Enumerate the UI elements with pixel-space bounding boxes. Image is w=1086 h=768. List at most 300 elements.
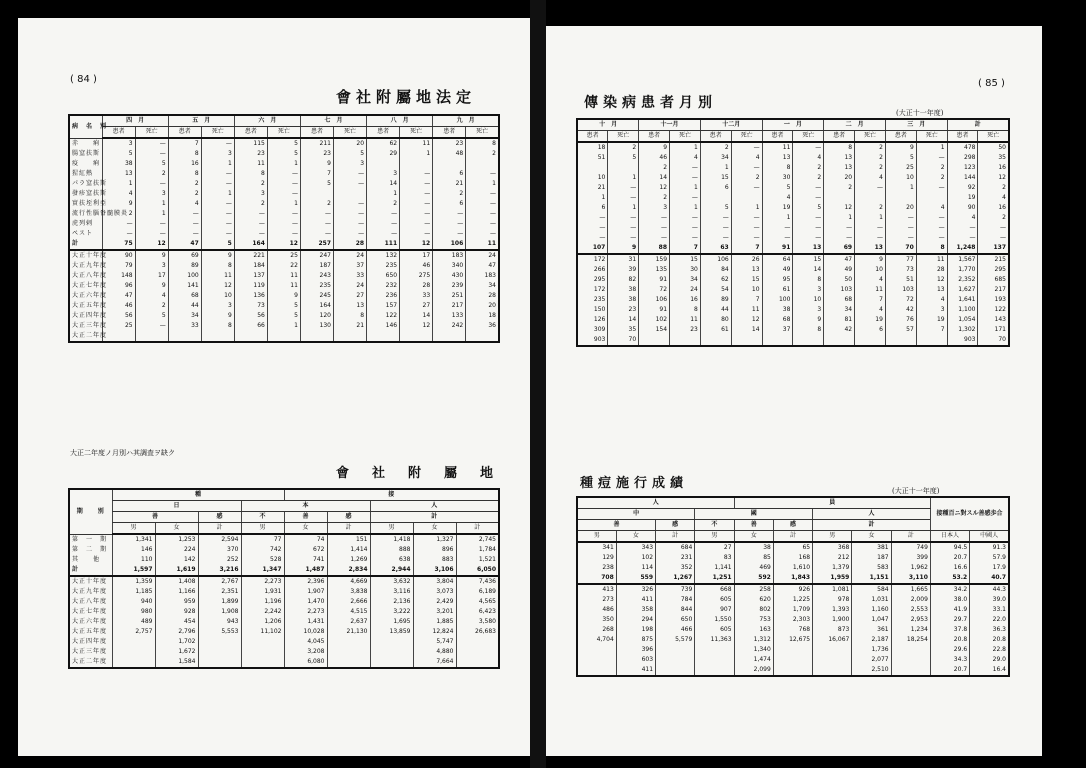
table-cell: 1,962 — [891, 563, 930, 573]
table-cell: — — [885, 223, 916, 233]
table-cell: 4 — [855, 305, 886, 315]
table-cell: 4 — [855, 173, 886, 183]
table-row — [69, 607, 499, 617]
table-cell: 2,796 — [155, 627, 198, 637]
table-cell: 620 — [734, 595, 773, 605]
table-cell — [433, 331, 466, 342]
table-cell: — — [300, 209, 333, 219]
table-cell: 11 — [670, 315, 701, 325]
table-cell: 69 — [168, 250, 201, 261]
table-cell: 9 — [300, 159, 333, 169]
table-cell: 64 — [762, 254, 793, 265]
table-cell: 25 — [102, 321, 135, 331]
table-cell: 2,009 — [891, 595, 930, 605]
month-header: 三 月 — [885, 119, 947, 131]
table-cell — [300, 189, 333, 199]
table-row — [69, 301, 499, 311]
table-cell — [198, 657, 241, 668]
table-cell: 33 — [400, 291, 433, 301]
table-cell: — — [201, 199, 234, 209]
row-label: 大正七年度 — [69, 281, 102, 291]
table-cell: 9 — [855, 254, 886, 265]
header-group: 人 — [577, 497, 734, 509]
table-cell: 12 — [400, 239, 433, 250]
table-cell — [773, 665, 812, 676]
table-cell: 110 — [112, 555, 155, 565]
table-cell: — — [978, 223, 1009, 233]
table-cell: 172 — [577, 285, 608, 295]
table-cell: 7 — [731, 243, 762, 254]
header-group: 感 — [773, 520, 812, 531]
subheader: 計 — [198, 523, 241, 535]
table-cell: 82 — [608, 275, 639, 285]
subheader: 患者 — [168, 127, 201, 139]
table-cell — [466, 159, 499, 169]
table-cell: 8 — [201, 261, 234, 271]
table-cell: 5 — [608, 153, 639, 163]
table-cell: — — [577, 223, 608, 233]
table-cell: 2 — [639, 163, 670, 173]
table-cell: — — [793, 213, 824, 223]
table-cell: 11 — [400, 138, 433, 149]
table-cell: 466 — [656, 625, 695, 635]
table-cell: — — [135, 219, 168, 229]
table-row — [577, 615, 1009, 625]
table-cell: 258 — [734, 584, 773, 595]
table-row — [69, 209, 499, 219]
table-cell: 1,597 — [112, 565, 155, 576]
table-cell: 2 — [700, 142, 731, 153]
table-cell — [300, 331, 333, 342]
table-cell: 1,418 — [370, 534, 413, 545]
table-cell: 2 — [855, 163, 886, 173]
table-cell: 20.8 — [970, 635, 1009, 645]
table-cell: 1 — [466, 179, 499, 189]
table-cell: 8 — [168, 169, 201, 179]
table-cell: — — [433, 229, 466, 239]
table-cell: 1,584 — [155, 657, 198, 668]
table-cell: 122 — [978, 305, 1009, 315]
subheader: 患者 — [367, 127, 400, 139]
subheader: 男 — [813, 531, 852, 543]
table-cell: 1,408 — [155, 576, 198, 587]
row-label: 虎列剌 — [69, 219, 102, 229]
table-cell: — — [947, 233, 978, 243]
table-cell: 9 — [608, 243, 639, 254]
table-cell: 72 — [885, 295, 916, 305]
month-header: 七 月 — [300, 115, 366, 127]
table-cell: — — [700, 233, 731, 243]
row-label: 大正八年度 — [69, 597, 112, 607]
table-cell: 605 — [695, 625, 734, 635]
table-cell: 978 — [813, 595, 852, 605]
table-cell: 9 — [793, 315, 824, 325]
table-cell: 232 — [367, 281, 400, 291]
table-cell: 137 — [978, 243, 1009, 254]
table-cell: 1,269 — [327, 555, 370, 565]
table-cell: — — [201, 138, 234, 149]
table-cell: 10 — [201, 291, 234, 301]
table-cell: — — [400, 169, 433, 179]
table-cell: 11,102 — [241, 627, 284, 637]
table-cell: 38 — [608, 285, 639, 295]
row-label: 流行性腦脊髓膜炎 — [69, 209, 102, 219]
table-cell — [327, 637, 370, 647]
table-cell: 18,254 — [891, 635, 930, 645]
table-cell: 215 — [978, 254, 1009, 265]
table-cell — [370, 657, 413, 668]
table-cell: 584 — [852, 584, 891, 595]
table-cell: — — [400, 209, 433, 219]
table-cell: 1,474 — [734, 655, 773, 665]
table-cell: 309 — [577, 325, 608, 335]
table-cell: 37.8 — [930, 625, 969, 635]
table-cell: 1,908 — [198, 607, 241, 617]
table-cell: 63 — [700, 243, 731, 254]
header-group: 感 — [198, 512, 241, 523]
table-cell: 23 — [234, 149, 267, 159]
table-cell — [608, 163, 639, 173]
table-cell: — — [102, 229, 135, 239]
table-cell: — — [400, 219, 433, 229]
table-cell: 11 — [267, 281, 300, 291]
table-cell: 27 — [695, 542, 734, 553]
table-cell: 77 — [885, 254, 916, 265]
table-row — [577, 233, 1009, 243]
table-cell: — — [916, 183, 947, 193]
table-cell: — — [793, 233, 824, 243]
subheader: 計 — [327, 523, 370, 535]
table-cell: 217 — [978, 285, 1009, 295]
table-cell: 341 — [577, 542, 616, 553]
row-label: 大正四年度 — [69, 311, 102, 321]
table-cell: 11 — [916, 254, 947, 265]
header-group: 日 — [112, 501, 241, 512]
table-cell: — — [433, 209, 466, 219]
table-cell: 2,510 — [852, 665, 891, 676]
table-cell — [656, 645, 695, 655]
table-cell: 239 — [433, 281, 466, 291]
subheader: 患者 — [433, 127, 466, 139]
table-cell: 34 — [824, 305, 855, 315]
table-cell — [656, 665, 695, 676]
table-cell: 13 — [793, 243, 824, 254]
table-cell — [916, 193, 947, 203]
table-cell: 5,553 — [198, 627, 241, 637]
table-cell: 26,683 — [456, 627, 499, 637]
table-cell: 38 — [762, 305, 793, 315]
table-cell — [656, 655, 695, 665]
table-cell: 22 — [267, 261, 300, 271]
subheader: 死亡 — [400, 127, 433, 139]
table-cell: 35 — [608, 325, 639, 335]
table-cell: 122 — [367, 311, 400, 321]
table-cell: 1 — [577, 193, 608, 203]
subheader: 男 — [370, 523, 413, 535]
table-cell: 2,136 — [370, 597, 413, 607]
table-cell: — — [700, 223, 731, 233]
table-cell: 295 — [978, 265, 1009, 275]
table-cell: 84 — [700, 265, 731, 275]
month-header: 九 月 — [433, 115, 499, 127]
subheader: 女 — [734, 531, 773, 543]
table-cell: — — [885, 213, 916, 223]
right-disease-table — [576, 118, 1010, 347]
left-footnote: 大正二年度ノ月別ハ其調査ヲ缺ク — [70, 449, 175, 457]
table-cell: 605 — [695, 595, 734, 605]
table-cell: 1,251 — [695, 573, 734, 584]
table-cell: 1 — [855, 213, 886, 223]
table-cell: 46 — [400, 261, 433, 271]
table-cell: 1,907 — [284, 587, 327, 597]
table-cell — [456, 657, 499, 668]
table-cell — [241, 647, 284, 657]
table-cell — [891, 645, 930, 655]
table-cell: — — [916, 153, 947, 163]
table-cell: 5,747 — [413, 637, 456, 647]
table-cell: 236 — [367, 291, 400, 301]
table-cell: 70 — [608, 335, 639, 346]
table-cell: 10 — [731, 285, 762, 295]
table-cell — [367, 159, 400, 169]
table-cell: 29.7 — [930, 615, 969, 625]
table-cell: 1,151 — [852, 573, 891, 584]
row-label: 大正九年度 — [69, 261, 102, 271]
table-cell: 198 — [616, 625, 655, 635]
left-disease-table — [68, 114, 500, 343]
table-cell: — — [577, 233, 608, 243]
table-cell: 1 — [824, 213, 855, 223]
table-cell: 1 — [102, 179, 135, 189]
table-cell: 1,414 — [327, 545, 370, 555]
table-cell: 684 — [656, 542, 695, 553]
table-cell: 2 — [367, 199, 400, 209]
table-cell: 1 — [367, 189, 400, 199]
table-cell: 741 — [284, 555, 327, 565]
table-cell: 154 — [639, 325, 670, 335]
table-cell: 20.8 — [930, 635, 969, 645]
table-cell: 34.2 — [930, 584, 969, 595]
column-header-corner: 期 別 — [69, 489, 112, 534]
right-section-title: 種痘施行成績 — [580, 476, 689, 491]
table-cell: — — [885, 233, 916, 243]
table-cell: 907 — [695, 605, 734, 615]
table-cell — [456, 647, 499, 657]
table-cell: 903 — [947, 335, 978, 346]
table-cell: 2,953 — [891, 615, 930, 625]
table-header-row — [577, 497, 1009, 509]
table-cell — [577, 665, 616, 676]
table-cell: — — [334, 199, 367, 209]
table-cell: 2 — [855, 203, 886, 213]
header-group: 國 — [695, 509, 813, 520]
table-cell: 1 — [700, 163, 731, 173]
table-cell: 10 — [577, 173, 608, 183]
table-cell: 47 — [466, 261, 499, 271]
table-cell: 54 — [700, 285, 731, 295]
table-cell: 489 — [112, 617, 155, 627]
header-group: 本 — [241, 501, 370, 512]
table-cell: 120 — [300, 311, 333, 321]
table-cell: 89 — [168, 261, 201, 271]
table-cell: 1 — [201, 189, 234, 199]
table-cell: 38 — [734, 542, 773, 553]
table-cell: 3,580 — [456, 617, 499, 627]
table-cell: 2,303 — [773, 615, 812, 625]
table-cell: 129 — [577, 553, 616, 563]
table-cell: 3,838 — [327, 587, 370, 597]
table-cell: 9 — [135, 281, 168, 291]
table-cell: 478 — [947, 142, 978, 153]
table-cell: 5,579 — [656, 635, 695, 645]
table-cell: — — [608, 183, 639, 193]
table-cell: 33 — [168, 321, 201, 331]
table-cell: 171 — [978, 325, 1009, 335]
table-subheader-row — [577, 131, 1009, 143]
table-cell: 2 — [639, 193, 670, 203]
table-cell — [731, 335, 762, 346]
table-cell: 80 — [700, 315, 731, 325]
table-cell — [916, 335, 947, 346]
table-cell: 193 — [978, 295, 1009, 305]
table-cell — [700, 193, 731, 203]
table-cell: 5 — [885, 153, 916, 163]
table-cell: 1 — [201, 159, 234, 169]
table-row — [69, 331, 499, 342]
table-cell: 38 — [608, 295, 639, 305]
table-cell: 1,784 — [456, 545, 499, 555]
table-cell: 1,736 — [852, 645, 891, 655]
table-cell: 102 — [639, 315, 670, 325]
table-row — [69, 555, 499, 565]
table-cell — [813, 665, 852, 676]
table-cell: 875 — [616, 635, 655, 645]
table-cell: 2,767 — [198, 576, 241, 587]
table-cell — [400, 331, 433, 342]
table-cell: 70 — [978, 335, 1009, 346]
subheader: 計 — [891, 531, 930, 543]
table-cell: — — [731, 142, 762, 153]
table-row — [577, 635, 1009, 645]
table-cell: 753 — [734, 615, 773, 625]
table-cell: 20.7 — [930, 553, 969, 563]
table-cell: — — [267, 229, 300, 239]
header-group: 感 — [327, 512, 370, 523]
table-cell: 12 — [135, 239, 168, 250]
table-cell: 16 — [978, 203, 1009, 213]
table-cell: 3 — [102, 138, 135, 149]
table-cell: 1,327 — [413, 534, 456, 545]
table-row — [69, 311, 499, 321]
table-cell: 90 — [102, 250, 135, 261]
table-cell: 96 — [102, 281, 135, 291]
table-cell: 4,565 — [456, 597, 499, 607]
table-cell: 11 — [267, 271, 300, 281]
table-cell: 33.1 — [970, 605, 1009, 615]
table-cell: 1 — [267, 321, 300, 331]
table-row — [69, 219, 499, 229]
table-cell: 295 — [577, 275, 608, 285]
table-cell: — — [670, 193, 701, 203]
table-cell: 4 — [731, 153, 762, 163]
header-group: 接種百ニ對スル善感歩合 — [930, 497, 1009, 531]
table-cell: 14 — [793, 265, 824, 275]
table-cell: 38 — [102, 159, 135, 169]
table-cell: 27 — [400, 301, 433, 311]
table-row — [577, 213, 1009, 223]
row-label: 大正三年度 — [69, 321, 102, 331]
table-subheader-row — [577, 531, 1009, 543]
table-cell: 164 — [234, 239, 267, 250]
table-cell: 358 — [616, 605, 655, 615]
table-cell: 4 — [102, 189, 135, 199]
table-row — [69, 179, 499, 189]
table-cell: 5 — [700, 203, 731, 213]
table-cell: 8 — [201, 321, 234, 331]
table-cell: — — [731, 213, 762, 223]
table-cell: — — [400, 229, 433, 239]
table-cell: 30 — [762, 173, 793, 183]
table-cell: 115 — [234, 138, 267, 149]
table-cell: 12 — [201, 281, 234, 291]
table-cell — [370, 647, 413, 657]
table-cell: 66 — [234, 321, 267, 331]
table-cell: 4 — [762, 193, 793, 203]
table-cell: 381 — [852, 542, 891, 553]
table-cell: 6,423 — [456, 607, 499, 617]
table-cell: 1,081 — [813, 584, 852, 595]
table-row — [577, 584, 1009, 595]
table-row — [577, 163, 1009, 173]
table-cell: 50 — [978, 142, 1009, 153]
table-cell: — — [466, 189, 499, 199]
table-cell — [762, 335, 793, 346]
table-row — [69, 189, 499, 199]
table-cell: 5 — [762, 183, 793, 193]
table-cell: — — [731, 223, 762, 233]
table-cell: 9 — [201, 311, 234, 321]
table-cell: 528 — [241, 555, 284, 565]
table-cell — [813, 645, 852, 655]
table-cell: 24 — [334, 250, 367, 261]
table-cell: 42 — [885, 305, 916, 315]
header-group: 善 — [577, 520, 656, 531]
table-cell: 1 — [135, 209, 168, 219]
table-cell: 6 — [433, 169, 466, 179]
table-cell: 16 — [168, 159, 201, 169]
header-group: 人 — [813, 509, 931, 520]
table-cell: — — [978, 233, 1009, 243]
table-cell: 6,189 — [456, 587, 499, 597]
subheader: 死亡 — [793, 131, 824, 143]
table-cell: 68 — [168, 291, 201, 301]
table-cell: 883 — [413, 555, 456, 565]
table-cell: 2 — [168, 179, 201, 189]
subheader: 患者 — [824, 131, 855, 143]
table-cell: 92 — [947, 183, 978, 193]
table-cell: 5 — [201, 239, 234, 250]
table-cell: 11,363 — [695, 635, 734, 645]
table-cell: 672 — [284, 545, 327, 555]
table-cell: 2 — [916, 163, 947, 173]
table-row — [69, 545, 499, 555]
table-cell: 668 — [695, 584, 734, 595]
table-cell: 168 — [773, 553, 812, 563]
table-cell: 91.3 — [970, 542, 1009, 553]
table-cell: 11 — [466, 239, 499, 250]
table-cell: — — [731, 163, 762, 173]
row-label: 大正十年度 — [69, 250, 102, 261]
